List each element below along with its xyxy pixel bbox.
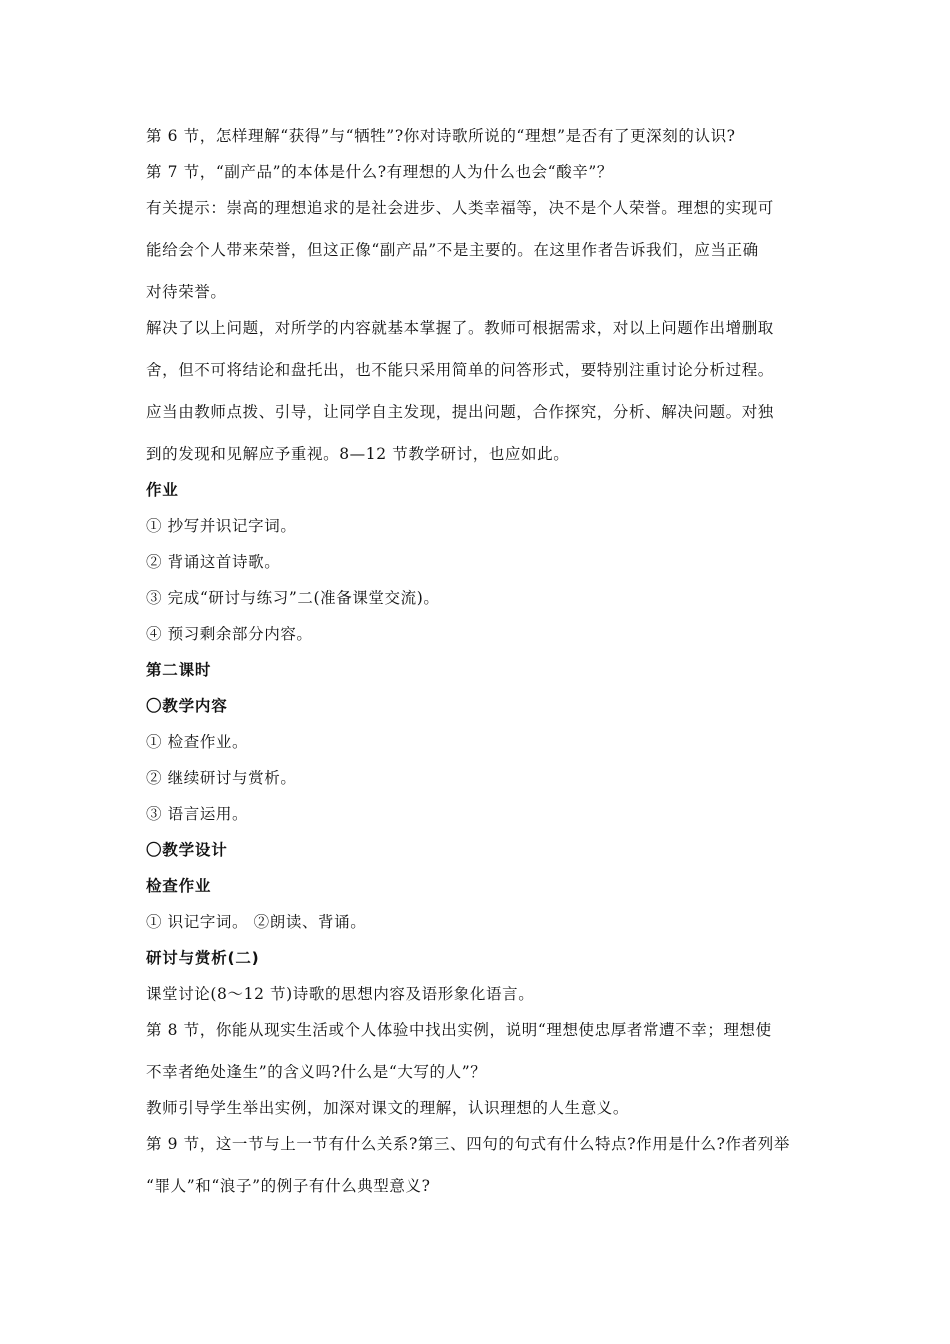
- paragraph-line: 第 9 节，这一节与上一节有什么关系?第三、四句的句式有什么特点?作用是什么?作者列举: [146, 1135, 790, 1153]
- section-heading: 检查作业: [146, 877, 212, 895]
- list-item: ② 背诵这首诗歌。: [146, 553, 281, 571]
- paragraph-line: 到的发现和见解应予重视。8—12 节教学研讨，也应如此。: [146, 445, 570, 463]
- list-item: ① 检查作业。: [146, 733, 249, 751]
- paragraph-line: 第 6 节，怎样理解“获得”与“牺牲”?你对诗歌所说的“理想”是否有了更深刻的认识?: [146, 127, 736, 145]
- section-heading: 作业: [146, 481, 179, 499]
- paragraph-line: 能给会个人带来荣誉，但这正像“副产品”不是主要的。在这里作者告诉我们，应当正确: [146, 241, 759, 259]
- section-heading: 〇教学内容: [146, 697, 228, 715]
- paragraph-line: 对待荣誉。: [146, 283, 227, 301]
- list-item: ① 抄写并识记字词。: [146, 517, 297, 535]
- section-heading: 研讨与赏析(二): [146, 949, 260, 967]
- list-item: ③ 完成“研讨与练习”二(准备课堂交流)。: [146, 589, 440, 607]
- paragraph-line: “罪人”和“浪子”的例子有什么典型意义?: [146, 1177, 431, 1195]
- section-heading: 〇教学设计: [146, 841, 228, 859]
- paragraph-line: 舍，但不可将结论和盘托出，也不能只采用简单的问答形式，要特别注重讨论分析过程。: [146, 361, 774, 379]
- list-item: ① 识记字词。 ②朗读、背诵。: [146, 913, 367, 931]
- paragraph-line: 课堂讨论(8～12 节)诗歌的思想内容及语形象化语言。: [146, 985, 535, 1003]
- paragraph-line: 有关提示：崇高的理想追求的是社会进步、人类幸福等，决不是个人荣誉。理想的实现可: [146, 199, 774, 217]
- list-item: ③ 语言运用。: [146, 805, 249, 823]
- list-item: ④ 预习剩余部分内容。: [146, 625, 313, 643]
- paragraph-line: 第 7 节，“副产品”的本体是什么?有理想的人为什么也会“酸辛”？: [146, 163, 614, 181]
- paragraph-line: 不幸者绝处逢生”的含义吗?什么是“大写的人”？: [146, 1063, 487, 1081]
- paragraph-line: 第 8 节，你能从现实生活或个人体验中找出实例，说明“理想使忠厚者常遭不幸；理想使: [146, 1021, 772, 1039]
- paragraph-line: 教师引导学生举出实例，加深对课文的理解，认识理想的人生意义。: [146, 1099, 630, 1117]
- paragraph-line: 解决了以上问题，对所学的内容就基本掌握了。教师可根据需求，对以上问题作出增删取: [146, 319, 774, 337]
- list-item: ② 继续研讨与赏析。: [146, 769, 297, 787]
- paragraph-line: 应当由教师点拨、引导，让同学自主发现，提出问题，合作探究，分析、解决问题。对独: [146, 403, 774, 421]
- section-heading: 第二课时: [146, 661, 212, 679]
